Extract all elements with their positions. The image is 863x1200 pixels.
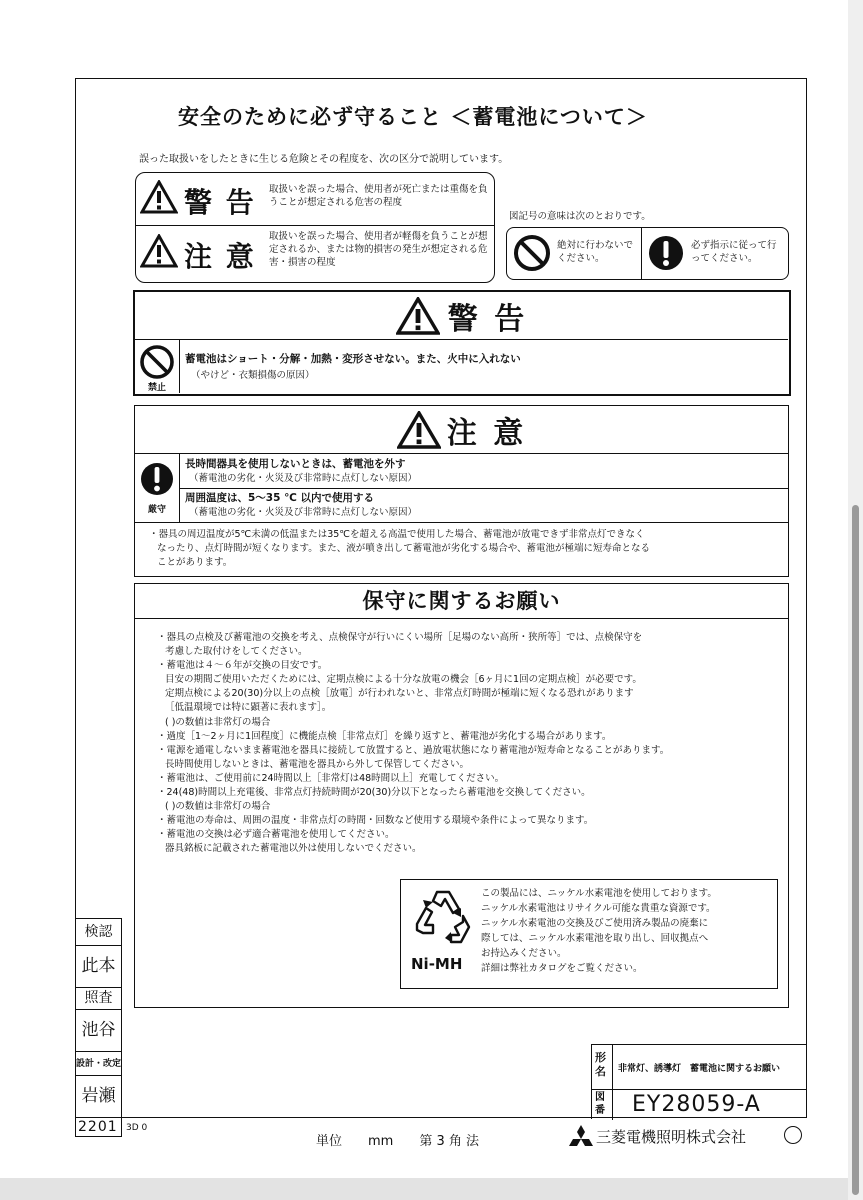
caution-note-line: ことがあります。: [157, 557, 233, 568]
stamp-name: 此本: [76, 945, 121, 988]
maintenance-header: [135, 584, 788, 619]
scrollbar-thumb[interactable]: [852, 505, 859, 1195]
maintenance-line: ・蓄電池の寿命は、周囲の温度・非常点灯の時間・回数など使用する環境や条件によって異なります。: [157, 815, 594, 827]
name-bottom-line: [612, 1089, 807, 1090]
scrollbar[interactable]: [848, 0, 863, 1200]
stamp-role: 設計・改定: [76, 1051, 121, 1076]
legend-warning-row: [136, 173, 494, 226]
caution-note-line: ・器具の周辺温度が5℃未満の低温または35℃を超える高温で使用した場合、蓄電池が放電できず非常点灯できなく: [149, 529, 645, 540]
intro-text: 誤った取扱いをしたときに生じる危険とその程度を、次の区分で説明しています。: [139, 154, 509, 165]
recycle-text: [481, 886, 776, 976]
mandatory-icon: [647, 234, 685, 272]
symbols-box: [506, 227, 789, 280]
date-code: [75, 1118, 122, 1137]
caution-item-main: 周囲温度は、5～35 ℃ 以内で使用する: [185, 492, 374, 504]
warning-header: [135, 292, 788, 340]
footer-date: 2201: [78, 1119, 118, 1135]
caution-note-line: なったり、点灯時間が短くなります。また、液が噴き出して蓄電池が劣化する場合や、蓄電池が極端に短寿命となる: [157, 543, 651, 554]
recycle-line: お持込みください。: [481, 948, 567, 959]
caution-icon-cell: [135, 454, 180, 523]
recycle-box: [400, 879, 778, 989]
legend-caution-desc: 取扱いを誤った場合、使用者が軽傷を負うことが想定されるか、または物的損害の発生が想定される危害・損害の程度: [269, 231, 488, 268]
drawing-number: EY28059-A: [632, 1092, 761, 1117]
maintenance-title: 保守に関するお願い: [362, 589, 561, 613]
recycle-icon: [409, 886, 477, 952]
caution-header-triangle-icon: [397, 411, 441, 449]
maintenance-lines: [157, 631, 782, 857]
maintenance-line: ・電源を通電しないまま蓄電池を器具に接続して放置すると、過放電状態になり蓄電池が短寿命となることがあります。: [157, 744, 670, 756]
caution-item-sub: （蓄電池の劣化・火災及び非常時に点灯しない原因）: [189, 507, 418, 518]
caution-icon-label: 厳守: [147, 505, 166, 515]
stamp-name: 池谷: [76, 1009, 121, 1052]
maintenance-line: ・過度［1～2ヶ月に1回程度］に機能点検［非常点灯］を繰り返すと、蓄電池が劣化する場合があります。: [157, 730, 612, 742]
drawing-frame: [75, 78, 807, 1118]
stamp-role: 照査: [76, 987, 121, 1010]
recycle-line: 詳細は弊社カタログをご覧ください。: [481, 963, 643, 974]
footer-code: 3D 0: [126, 1123, 148, 1133]
caution-item-main: 長時間器具を使用しないときは、蓄電池を外す: [185, 458, 406, 470]
title-block: [591, 1044, 806, 1119]
recycle-label: Ni-MH: [411, 955, 463, 973]
page-title: 安全のために必ず守ること ＜蓄電池について＞: [178, 105, 648, 129]
maintenance-line: ［低温環境では特に顕著に表れます］。: [165, 702, 332, 714]
warning-section: [133, 290, 791, 396]
warning-icon-cell: [135, 340, 180, 393]
company-circle-icon: [784, 1126, 802, 1144]
caution-item-sub: （蓄電池の劣化・火災及び非常時に点灯しない原因）: [189, 473, 418, 484]
product-name: 非常灯、誘導灯 蓄電池に関するお願い: [618, 1064, 781, 1074]
symbols-heading: 図記号の意味は次のとおりです。: [509, 211, 651, 222]
mandatory-icon: [139, 461, 175, 497]
stamp-name: 岩瀬: [81, 1086, 116, 1106]
symbols-mandatory: [641, 228, 788, 279]
recycle-line: この製品には、ニッケル水素電池を使用しております。: [481, 888, 717, 899]
maintenance-line: 器具銘板に記載された蓄電池以外は使用しないでください。: [165, 843, 422, 855]
maintenance-line: ・蓄電池の交換は必ず適合蓄電池を使用してください。: [157, 829, 395, 841]
name-label: 形名: [595, 1051, 606, 1078]
caution-item-2: [179, 488, 788, 523]
warning-sub-text: （やけど・衣類損傷の原因）: [191, 370, 315, 381]
maintenance-line: 定期点検による20(30)分以上の点検［放電］が行われないと、非常点灯時間が極端に短くなる恐れがあります: [165, 688, 634, 700]
warning-header-triangle-icon: [396, 297, 440, 335]
maintenance-line: 長時間使用しないときは、蓄電池を器具から外して保管してください。: [165, 758, 470, 770]
maintenance-line: ( )の数値は非常灯の場合: [165, 716, 271, 728]
legend-caution-label: 注 意: [184, 240, 256, 273]
company-name: 三菱電機照明株式会社: [596, 1128, 747, 1146]
prohibit-meaning: 絶対に行わないでください。: [557, 240, 634, 264]
caution-section: [134, 405, 789, 577]
mandatory-meaning: 必ず指示に従って行ってください。: [691, 240, 777, 264]
recycle-line: ニッケル水素電池の交換及びご使用済み製品の廃棄に: [481, 918, 709, 929]
symbols-prohibit: [507, 228, 642, 279]
caution-item-1: [179, 454, 788, 489]
maintenance-line: ・蓄電池は４～６年が交換の目安です。: [157, 660, 328, 672]
warning-main-text: 蓄電池はショート・分解・加熱・変形させない。また、火中に入れない: [185, 353, 521, 365]
drawing-label-cell: [592, 1089, 613, 1120]
legend-warning-desc: 取扱いを誤った場合、使用者が死亡または重傷を負うことが想定される危害の程度: [269, 184, 488, 208]
name-label-cell: [592, 1045, 613, 1090]
warning-triangle-icon: [140, 180, 178, 214]
maintenance-line: 目安の期間ご使用いただくためには、定期点検による十分な放電の機会［6ヶ月に1回の定期点検］が必要です。: [165, 674, 642, 686]
legend-warning-label: 警 告: [184, 186, 256, 219]
maintenance-section: [134, 583, 789, 1008]
maintenance-line: ・蓄電池は、ご使用前に24時間以上［非常灯は48時間以上］充電してください。: [157, 772, 505, 784]
unit-projection: 単位 mm 第 3 角 法: [316, 1134, 479, 1149]
approval-column: [75, 918, 122, 1118]
legend-caution-row: [136, 225, 494, 282]
company-logo-icon: [568, 1125, 594, 1147]
maintenance-line: ( )の数値は非常灯の場合: [165, 801, 271, 813]
warning-icon-label: 禁止: [147, 383, 166, 393]
maintenance-line: 考慮した取付けをしてください。: [165, 646, 308, 658]
prohibit-icon: [513, 234, 551, 272]
caution-triangle-icon: [140, 234, 178, 268]
stamp-role: 検認: [76, 919, 121, 946]
legend-box: [135, 172, 495, 283]
caution-title: 注 意: [446, 415, 527, 451]
drawing-label: 図番: [595, 1092, 605, 1116]
caution-header: [135, 406, 788, 454]
maintenance-line: ・器具の点検及び蓄電池の交換を考え、点検保守が行いにくい場所［足場のない高所・狭所等］では、点検保守を: [157, 632, 643, 643]
recycle-line: 際しては、ニッケル水素電池を取り出し、回収拠点へ: [481, 933, 709, 944]
maintenance-line: ・24(48)時間以上充電後、非常点灯持続時間が20(30)分以下となったら蓄電池を交換してください。: [157, 787, 591, 799]
recycle-line: ニッケル水素電池はリサイクル可能な貴重な資源です。: [481, 903, 716, 914]
warning-title: 警 告: [447, 301, 528, 337]
prohibit-icon: [139, 344, 175, 380]
